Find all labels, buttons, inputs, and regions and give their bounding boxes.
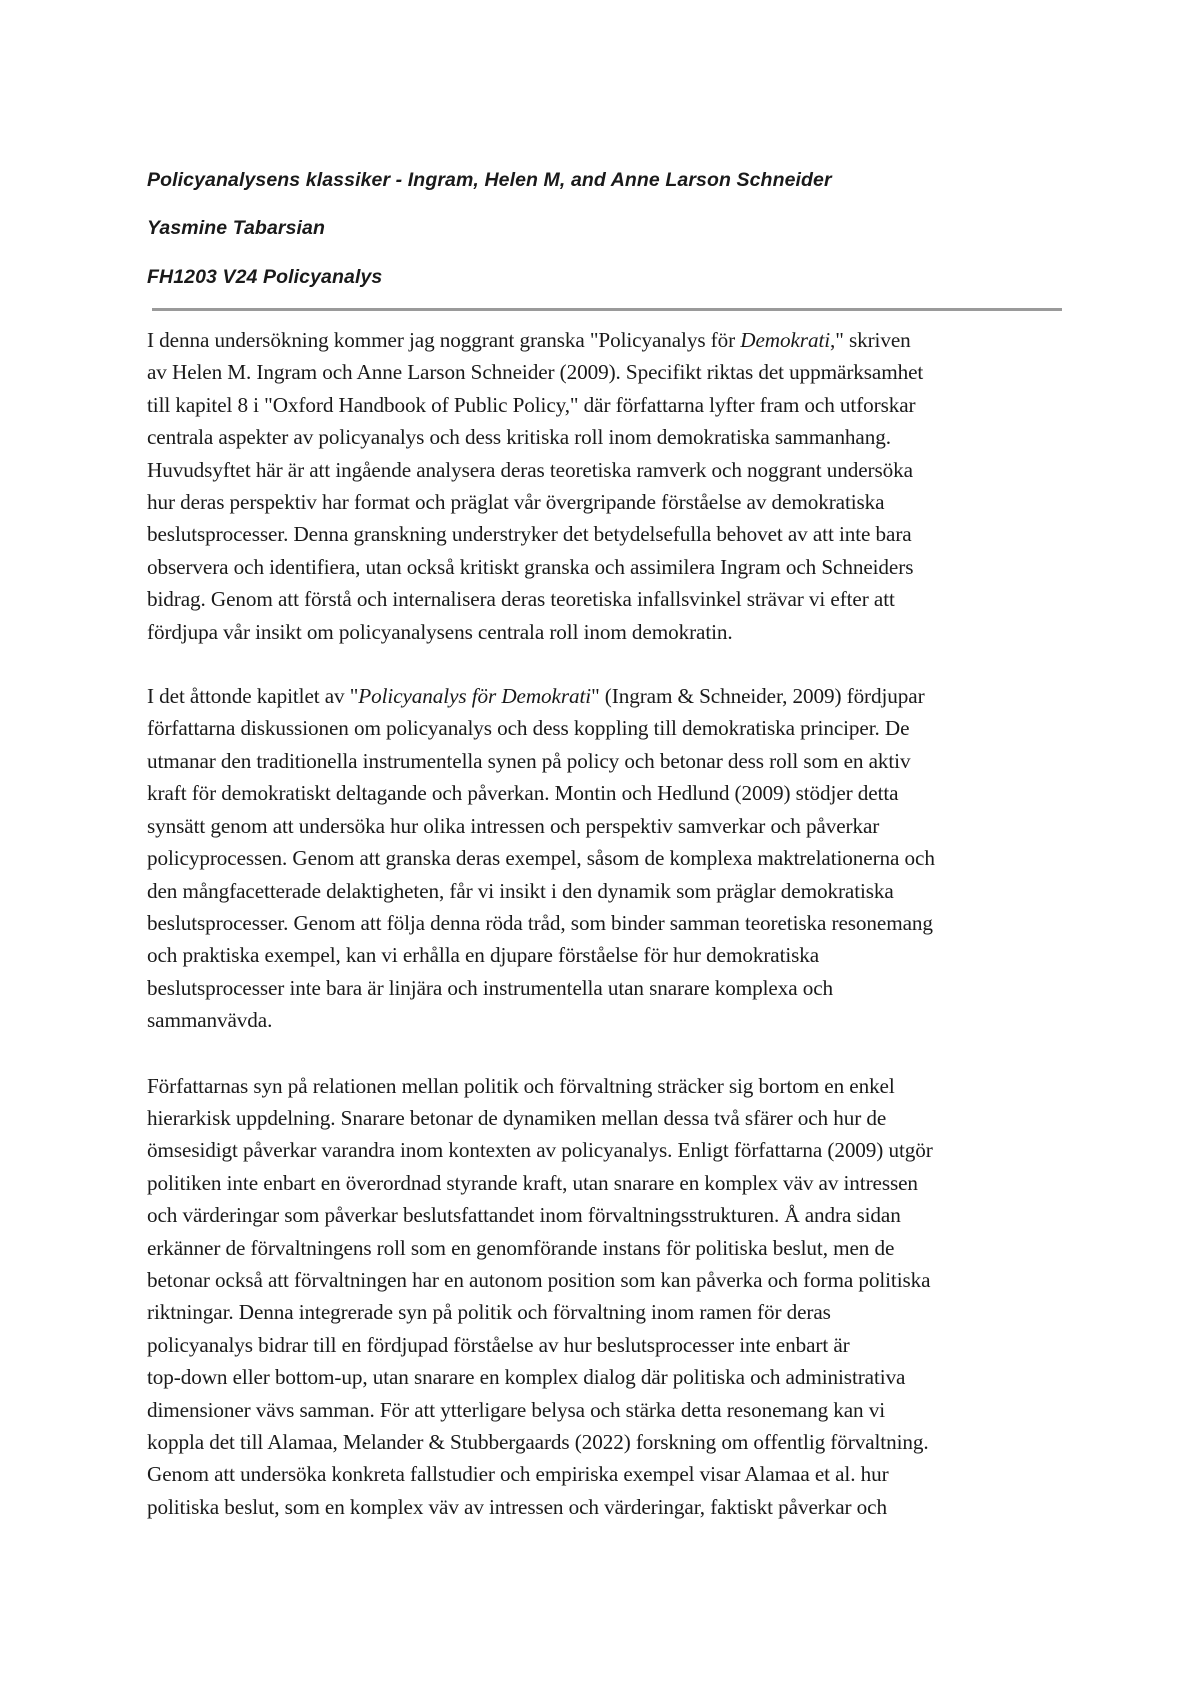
paragraph-1-italic-title: Demokrati [740, 328, 831, 352]
document-page [147, 168, 1067, 1523]
paragraph-3: Författarnas syn på relationen mellan politik och förvaltning sträcker sig bortom en enkel hierarkisk uppdelning. Snarare betonar de dynamiken mellan dessa två sfärer och hur de ömsesidigt påverkar varandra inom kontexten av policyanalys. Enligt författarna (2009) utgör politiken inte enbart en överordnad styrande kraft, utan snarare en komplex väv av intressen och värderingar som påverkar beslutsfattandet inom förvaltningsstrukturen. Å andra sidan erkänner de förvaltningens roll som en genomförande instans för politiska beslut, men de betonar också att förvaltningen har en autonom position som kan påverka och forma politiska riktningar. Denna integrerade syn på politik och förvaltning inom ramen för deras policyanalys bidrar till en fördjupad förståelse av hur beslutsprocesser inte enbart är top-down eller bottom-up, utan snarare en komplex dialog där politiska och administrativa dimensioner vävs samman. För att ytterligare belysa och stärka detta resonemang kan vi koppla det till Alamaa, Melander & Stubbergaards (2022) forskning om offentlig förvaltning. Genom att undersöka konkreta fallstudier och empiriska exempel visar Alamaa et al. hur politiska beslut, som en komplex väv av intressen och värderingar, faktiskt påverkar och [147, 1073, 933, 1519]
paragraph-1-rest: av Helen M. Ingram och Anne Larson Schneider (2009). Specifikt riktas det uppmärksamhet till kapitel 8 i "Oxford Handbook of Public Policy," där författarna lyfter fram och utforskar centrala aspekter av policyanalys och dess kritiska roll inom demokratiska sammanhang. Huvudsyftet här är att ingående analysera deras teoretiska ramverk och noggrant undersöka hur deras perspektiv har format och präglat vår övergripande förståelse av demokratiska beslutsprocesser. Denna granskning understryker det betydelsefulla behovet av att inte bara observera och identifiera, utan också kritiskt granska och assimilera Ingram och Schneiders bidrag. Genom att förstå och internalisera deras teoretiska infallsvinkel strävar vi efter att fördjupa vår insikt om policyanalysens centrala roll inom demokratin. [147, 360, 924, 644]
paragraph-2-text: I det åttonde kapitlet av " [147, 684, 359, 709]
horizontal-divider [152, 308, 1062, 311]
author-name: Yasmine Tabarsian [147, 217, 325, 239]
paragraph-1 [147, 324, 1067, 648]
document-title: Policyanalysens klassiker - Ingram, Helen M, and Anne Larson Schneider [147, 169, 832, 191]
paragraph-2-italic-title: Policyanalys för Demokrati [358, 684, 592, 709]
paragraph-2 [147, 680, 1067, 1036]
course-code: FH1203 V24 Policyanalys [147, 266, 383, 288]
paragraph-1-text-cont: ," skriven [830, 328, 911, 352]
paragraph-2-text-cont: " (Ingram & Schneider, 2009) fördjupar [591, 684, 925, 709]
paragraph-1-text: I denna undersökning kommer jag noggrant granska "Policyanalys för [147, 328, 741, 352]
paragraph-2-rest: författarna diskussionen om policyanalys och dess koppling till demokratiska principer. De utmanar den traditionella instrumentella synen på policy och betonar dess roll som en aktiv kraft för demokratiskt deltagande och påverkan. Montin och Hedlund (2009) stödjer detta synsätt genom att undersöka hur olika intressen och perspektiv samverkar och påverkar policyprocessen. Genom att granska deras exempel, såsom de komplexa maktrelationerna och den mångfacetterade delaktigheten, får vi insikt i den dynamik som präglar demokratiska beslutsprocesser. Genom att följa denna röda tråd, som binder samman teoretiska resonemang och praktiska exempel, kan vi erhålla en djupare förståelse för hur demokratiska beslutsprocesser inte bara är linjära och instrumentella utan snarare komplexa och sammanvävda. [147, 716, 935, 1033]
